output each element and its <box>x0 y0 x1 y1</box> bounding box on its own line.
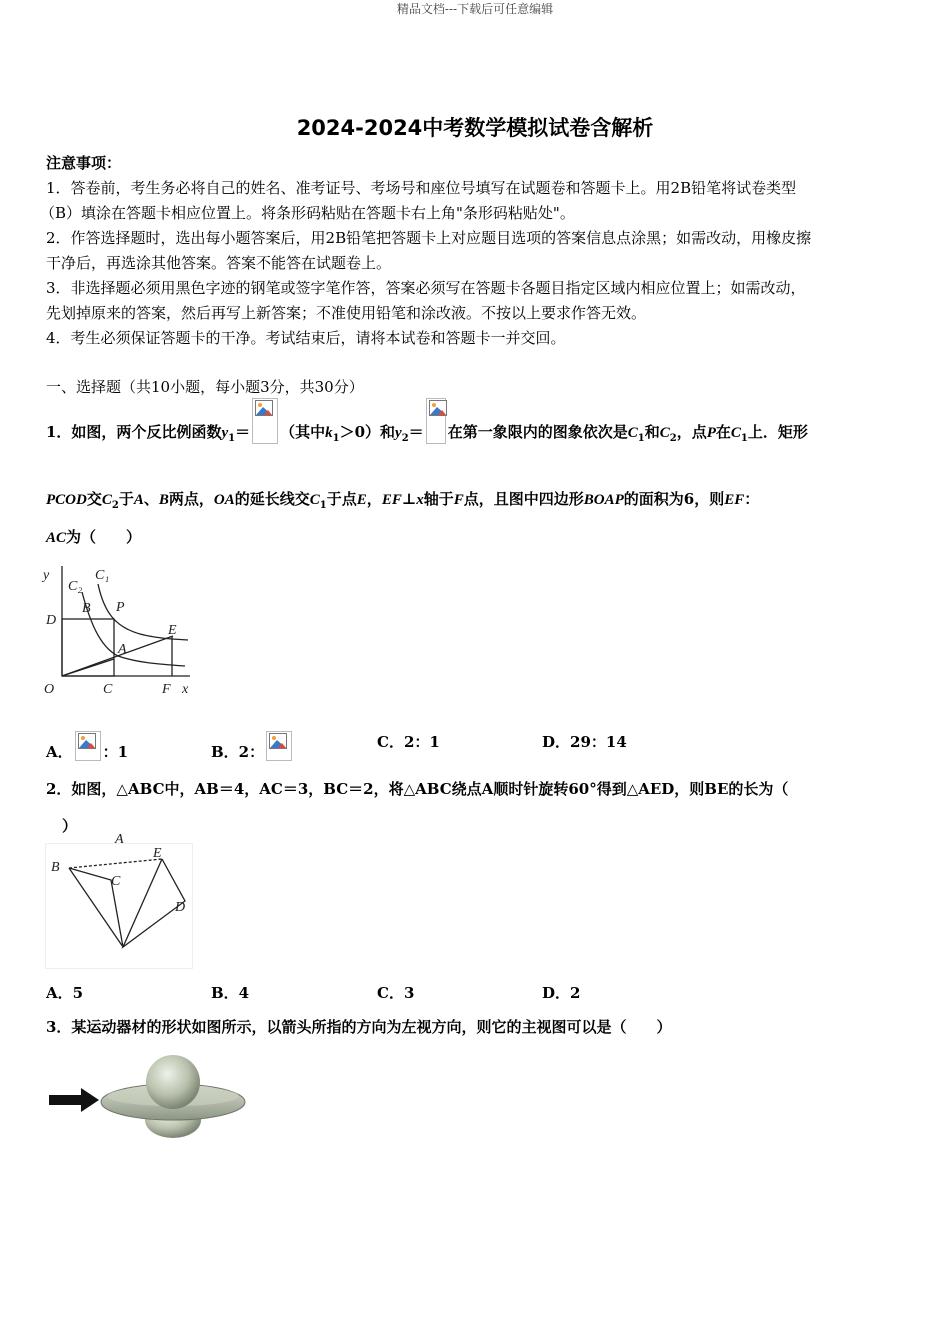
q3-figure <box>45 1050 241 1142</box>
var-p: P <box>706 425 716 441</box>
sub: 2 <box>401 433 409 444</box>
var: C <box>101 492 112 508</box>
q2-line2: ） <box>62 817 78 835</box>
q1-text: 在 <box>715 423 731 441</box>
notice-line: （B）填涂在答题卡相应位置上。将条形码粘贴在答题卡右上角"条形码粘贴处"。 <box>40 204 575 222</box>
var: F <box>453 492 464 508</box>
fig-label: A <box>118 642 127 657</box>
notice-heading: 注意事项： <box>46 154 122 172</box>
q1-text: 上．矩形 <box>747 423 808 441</box>
var: B <box>158 492 169 508</box>
q1-option-b[interactable] <box>211 731 294 762</box>
q1-line1 <box>46 398 808 444</box>
q1-line2 <box>46 488 759 511</box>
q3-line1: 3．某运动器材的形状如图所示，以箭头所指的方向为左视方向，则它的主视图可以是（ ） <box>46 1018 672 1036</box>
arrow-icon <box>49 1088 99 1112</box>
text: 、 <box>143 490 159 508</box>
q2-option-a[interactable]: A．5 <box>46 984 84 1002</box>
q1-text: ＞0）和 <box>339 423 396 441</box>
broken-image-icon <box>252 398 278 444</box>
var-c2: C <box>659 425 670 441</box>
equals: ＝ <box>235 423 251 441</box>
notice-line: 1．答卷前，考生务必将自己的姓名、准考证号、考场号和座位号填写在试题卷和答题卡上。用2B铅笔将试卷类型 <box>46 179 797 197</box>
fig-label: C₁ <box>95 568 110 583</box>
text: 交 <box>86 490 102 508</box>
var: x <box>416 492 424 508</box>
sub: 1 <box>228 433 236 444</box>
fig-label: B <box>82 601 91 616</box>
var: EF <box>381 492 402 508</box>
broken-image-icon <box>266 731 292 761</box>
fig-label: y <box>43 568 50 583</box>
q1-option-c[interactable]: C．2：1 <box>377 733 440 751</box>
sub: 1 <box>319 500 327 511</box>
fig-label: C₂ <box>68 579 83 594</box>
fig-label: F <box>162 682 171 697</box>
var: AC <box>46 530 67 546</box>
fig-label: E <box>168 623 177 638</box>
equals: ＝ <box>408 423 424 441</box>
q2-figure <box>45 832 193 969</box>
broken-image-icon <box>426 398 446 444</box>
text: 的面积为6，则 <box>623 490 725 508</box>
text: ： <box>744 490 760 508</box>
var: C <box>309 492 320 508</box>
notice-line: 干净后，再选涂其他答案。答案不能答在试题卷上。 <box>46 254 392 272</box>
q1-line3 <box>46 526 141 547</box>
text: 于 <box>118 490 134 508</box>
q2-option-d[interactable]: D．2 <box>542 984 581 1002</box>
section-heading: 一、选择题（共10小题，每小题3分，共30分） <box>46 378 364 396</box>
fig-label: D <box>46 613 57 628</box>
q1-text: ，点 <box>676 423 707 441</box>
fig-label: D <box>175 900 186 915</box>
sub: 1 <box>332 433 340 444</box>
q2-option-b[interactable]: B．4 <box>211 984 250 1002</box>
notice-line: 4．考生必须保证答题卡的干净。考试结束后，请将本试卷和答题卡一并交回。 <box>46 329 566 347</box>
text: 点，且图中四边形 <box>463 490 584 508</box>
var-c1: C <box>627 425 638 441</box>
notice-line: 先划掉原来的答案，然后再写上新答案；不准使用铅笔和涂改液。不按以上要求作答无效。 <box>46 304 647 322</box>
var-c1: C <box>730 425 741 441</box>
q1-text: （其中 <box>280 423 326 441</box>
fig-label: A <box>115 832 124 847</box>
var: OA <box>213 492 235 508</box>
broken-image-icon <box>75 731 101 761</box>
notice-line: 2．作答选择题时，选出每小题答案后，用2B铅笔把答题卡上对应题目选项的答案信息点涂黑；如需改动，用橡皮擦 <box>46 229 812 247</box>
text: ， <box>366 490 382 508</box>
var-y1: y <box>221 425 229 441</box>
sub: 2 <box>669 433 677 444</box>
var: EF <box>724 492 745 508</box>
page-header: 精品文档---下载后可任意编辑 <box>396 2 554 16</box>
q1-text: 1．如图，两个反比例函数 <box>46 423 222 441</box>
q1-option-a[interactable] <box>46 731 128 762</box>
q1-figure <box>40 562 192 698</box>
sports-equipment-image <box>101 1055 245 1138</box>
sub: 1 <box>740 433 748 444</box>
q2-line1: 2．如图，△ABC中，AB＝4，AC＝3，BC＝2，将△ABC绕点A顺时针旋转60°得到△AED，则BE的长为（ <box>46 780 789 798</box>
q1-text: 和 <box>644 423 660 441</box>
text: 于点 <box>326 490 357 508</box>
fig-label: E <box>153 846 162 861</box>
q1-text: 在第一象限内的图象依次是 <box>447 423 628 441</box>
option-label: B．2： <box>211 743 265 761</box>
var-y2: y <box>395 425 402 441</box>
sub: 2 <box>111 500 119 511</box>
fig-label: B <box>51 860 60 875</box>
fig-label: O <box>44 682 55 697</box>
text: 的延长线交 <box>234 490 310 508</box>
option-label: A． <box>46 743 73 761</box>
fig-label: P <box>116 600 125 615</box>
var: E <box>356 492 367 508</box>
fig-label: C <box>103 682 113 697</box>
text: 轴于 <box>423 490 454 508</box>
text: 两点， <box>168 490 214 508</box>
page-title: 2024-2024中考数学模拟试卷含解析 <box>296 116 654 140</box>
fig-label: C <box>111 874 121 889</box>
text: 为（ ） <box>66 528 142 546</box>
option-text: ：1 <box>102 743 129 761</box>
fig-label: x <box>182 682 189 697</box>
var: A <box>133 492 144 508</box>
var: BOAP <box>583 492 624 508</box>
sub: 1 <box>637 433 645 444</box>
var-k1: k <box>325 425 333 441</box>
var: PCOD <box>46 492 87 508</box>
text: ⊥ <box>401 490 417 508</box>
notice-line: 3．非选择题必须用黑色字迹的钢笔或签字笔作答，答案必须写在答题卡各题目指定区域内相应位置上；如需改动， <box>46 279 806 297</box>
q2-option-c[interactable]: C．3 <box>377 984 415 1002</box>
q1-option-d[interactable]: D．29：14 <box>542 733 627 751</box>
